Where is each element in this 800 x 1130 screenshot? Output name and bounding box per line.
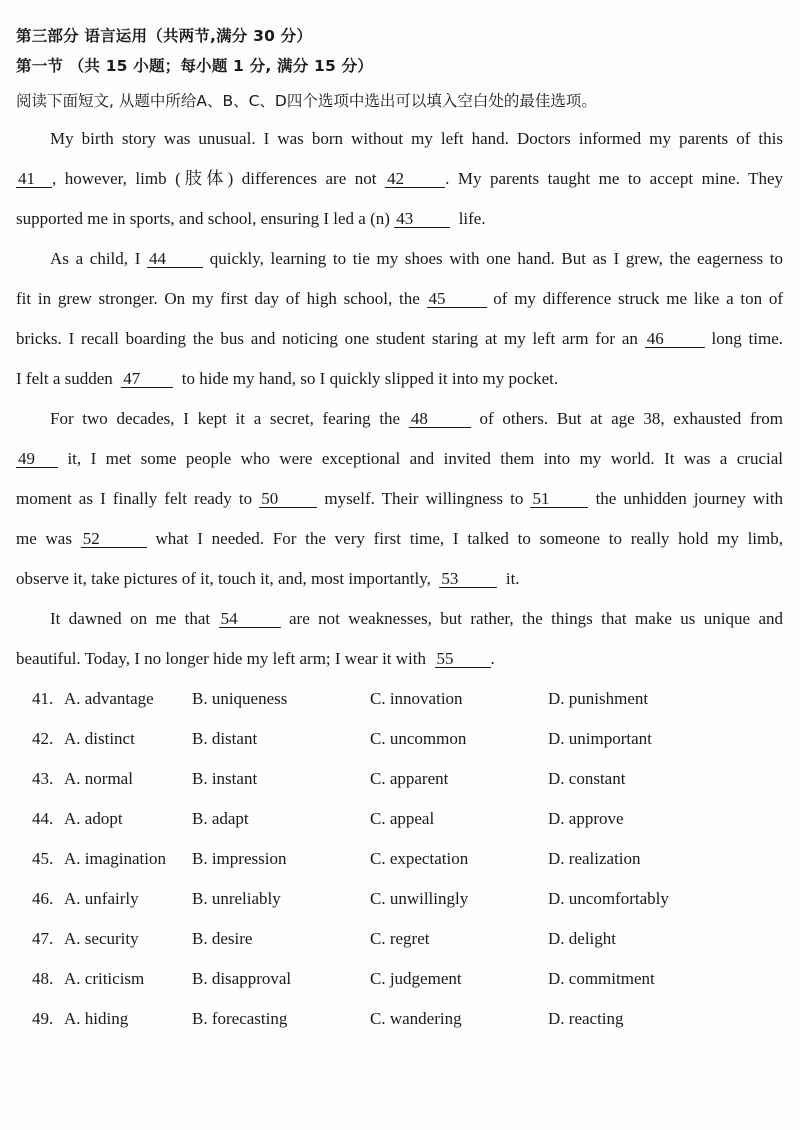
option-d[interactable]: D. realization [548,849,641,868]
passage-text: It dawned on me that [50,609,211,628]
passage-text: , however, limb (肢体) differences are not [52,169,377,188]
passage-text: For two decades, I kept it a secret, fearing the [50,409,401,428]
blank-54[interactable]: 54 [219,610,281,628]
option-c[interactable]: C. judgement [370,969,462,988]
passage-text: it, I met some people who were exceptional and invited them into my world. It was a crucial [67,449,783,468]
blank-43[interactable]: 43 [394,210,450,228]
option-c[interactable]: C. regret [370,929,430,948]
passage-line [50,128,783,150]
passage-text: My birth story was unusual. I was born without my left hand. Doctors informed my parents of this [50,129,783,148]
option-c[interactable]: C. innovation [370,689,463,708]
blank-50[interactable]: 50 [259,490,317,508]
option-d[interactable]: D. unimportant [548,729,652,748]
passage-text: of others. But at age 38, exhausted from [479,409,784,428]
option-c[interactable]: C. apparent [370,769,449,788]
passage-line [16,288,783,310]
passage-text: long time. [711,329,784,348]
option-c[interactable]: C. unwillingly [370,889,469,908]
question-number: 48. [32,969,54,988]
passage-text: moment as I finally felt ready to [16,489,253,508]
question-number: 49. [32,1009,54,1028]
blank-53[interactable]: 53 [439,570,497,588]
question-number: 44. [32,809,54,828]
passage-text: life. [458,209,486,228]
passage-text: observe it, take pictures of it, touch it, and, most importantly, [16,569,431,588]
passage-line [16,448,783,470]
option-d[interactable]: D. punishment [548,689,649,708]
option-d[interactable]: D. reacting [548,1009,624,1028]
question-number: 47. [32,929,54,948]
passage-line [50,408,783,430]
passage-text: I felt a sudden [16,369,113,388]
option-c[interactable]: C. uncommon [370,729,467,748]
passage-text: of my difference struck me like a ton of [493,289,783,308]
option-a[interactable]: A. criticism [64,969,145,988]
passage-text: me was [16,529,72,548]
option-b[interactable]: B. instant [192,769,258,788]
option-b[interactable]: B. uniqueness [192,689,288,708]
blank-46[interactable]: 46 [645,330,705,348]
option-c[interactable]: C. wandering [370,1009,462,1028]
passage-text: . My parents taught me to accept mine. They [445,169,784,188]
option-a[interactable]: A. distinct [64,729,135,748]
passage-text: quickly, learning to tie my shoes with one hand. But as I grew, the eagerness to [209,249,784,268]
blank-45[interactable]: 45 [427,290,487,308]
passage-text: supported me in sports, and school, ensuring I led a (n) [16,209,390,228]
instructions: 阅读下面短文, 从题中所给A、B、C、D四个选项中选出可以填入空白处的最佳选项。 [16,92,597,110]
question-number: 45. [32,849,54,868]
option-a[interactable]: A. imagination [64,849,166,868]
passage-text: to hide my hand, so I quickly slipped it into my pocket. [181,369,559,388]
passage-text: myself. Their willingness to [324,489,524,508]
blank-41[interactable]: 41 [16,170,52,188]
option-b[interactable]: B. forecasting [192,1009,288,1028]
question-number: 41. [32,689,54,708]
option-d[interactable]: D. delight [548,929,616,948]
passage-text: it. [505,569,520,588]
blank-42[interactable]: 42 [385,170,445,188]
option-c[interactable]: C. appeal [370,809,435,828]
blank-48[interactable]: 48 [409,410,471,428]
option-b[interactable]: B. unreliably [192,889,281,908]
passage-line [50,248,783,270]
option-b[interactable]: B. distant [192,729,258,748]
passage-line [16,328,783,350]
passage-line [16,368,783,390]
blank-55[interactable]: 55 [435,650,491,668]
option-a[interactable]: A. adopt [64,809,123,828]
blank-47[interactable]: 47 [121,370,173,388]
question-number: 46. [32,889,54,908]
option-b[interactable]: B. adapt [192,809,249,828]
blank-44[interactable]: 44 [147,250,203,268]
option-d[interactable]: D. uncomfortably [548,889,669,908]
blank-52[interactable]: 52 [81,530,147,548]
option-a[interactable]: A. security [64,929,139,948]
blank-49[interactable]: 49 [16,450,58,468]
part-title: 第三部分 语言运用（共两节,满分 30 分） [16,27,313,45]
passage-line [16,208,783,230]
passage-text: the unhidden journey with [595,489,784,508]
option-d[interactable]: D. approve [548,809,624,828]
section-title: 第一节 （共 15 小题；每小题 1 分, 满分 15 分） [16,57,373,75]
passage-text: are not weaknesses, but rather, the things that make us unique and [289,609,784,628]
passage-text: what I needed. For the very first time, I talked to someone to really hold my limb, [155,529,784,548]
blank-51[interactable]: 51 [530,490,588,508]
passage-text: bricks. I recall boarding the bus and noticing one student staring at my left arm for an [16,329,638,348]
option-c[interactable]: C. expectation [370,849,469,868]
passage-text: beautiful. Today, I no longer hide my left arm; I wear it with [16,649,427,668]
passage-line [50,608,783,630]
option-d[interactable]: D. commitment [548,969,655,988]
passage-text: As a child, I [50,249,141,268]
passage-line [16,648,783,670]
option-d[interactable]: D. constant [548,769,626,788]
option-b[interactable]: B. desire [192,929,253,948]
option-a[interactable]: A. normal [64,769,133,788]
passage-line [16,568,783,590]
passage-line [16,488,783,510]
option-a[interactable]: A. unfairly [64,889,139,908]
passage-text: fit in grew stronger. On my first day of high school, the [16,289,420,308]
question-number: 43. [32,769,54,788]
passage-line [16,528,783,550]
option-b[interactable]: B. impression [192,849,287,868]
passage-line [16,168,783,190]
option-a[interactable]: A. advantage [64,689,154,708]
option-a[interactable]: A. hiding [64,1009,129,1028]
option-b[interactable]: B. disapproval [192,969,292,988]
question-number: 42. [32,729,54,748]
passage-text: . [490,649,495,668]
